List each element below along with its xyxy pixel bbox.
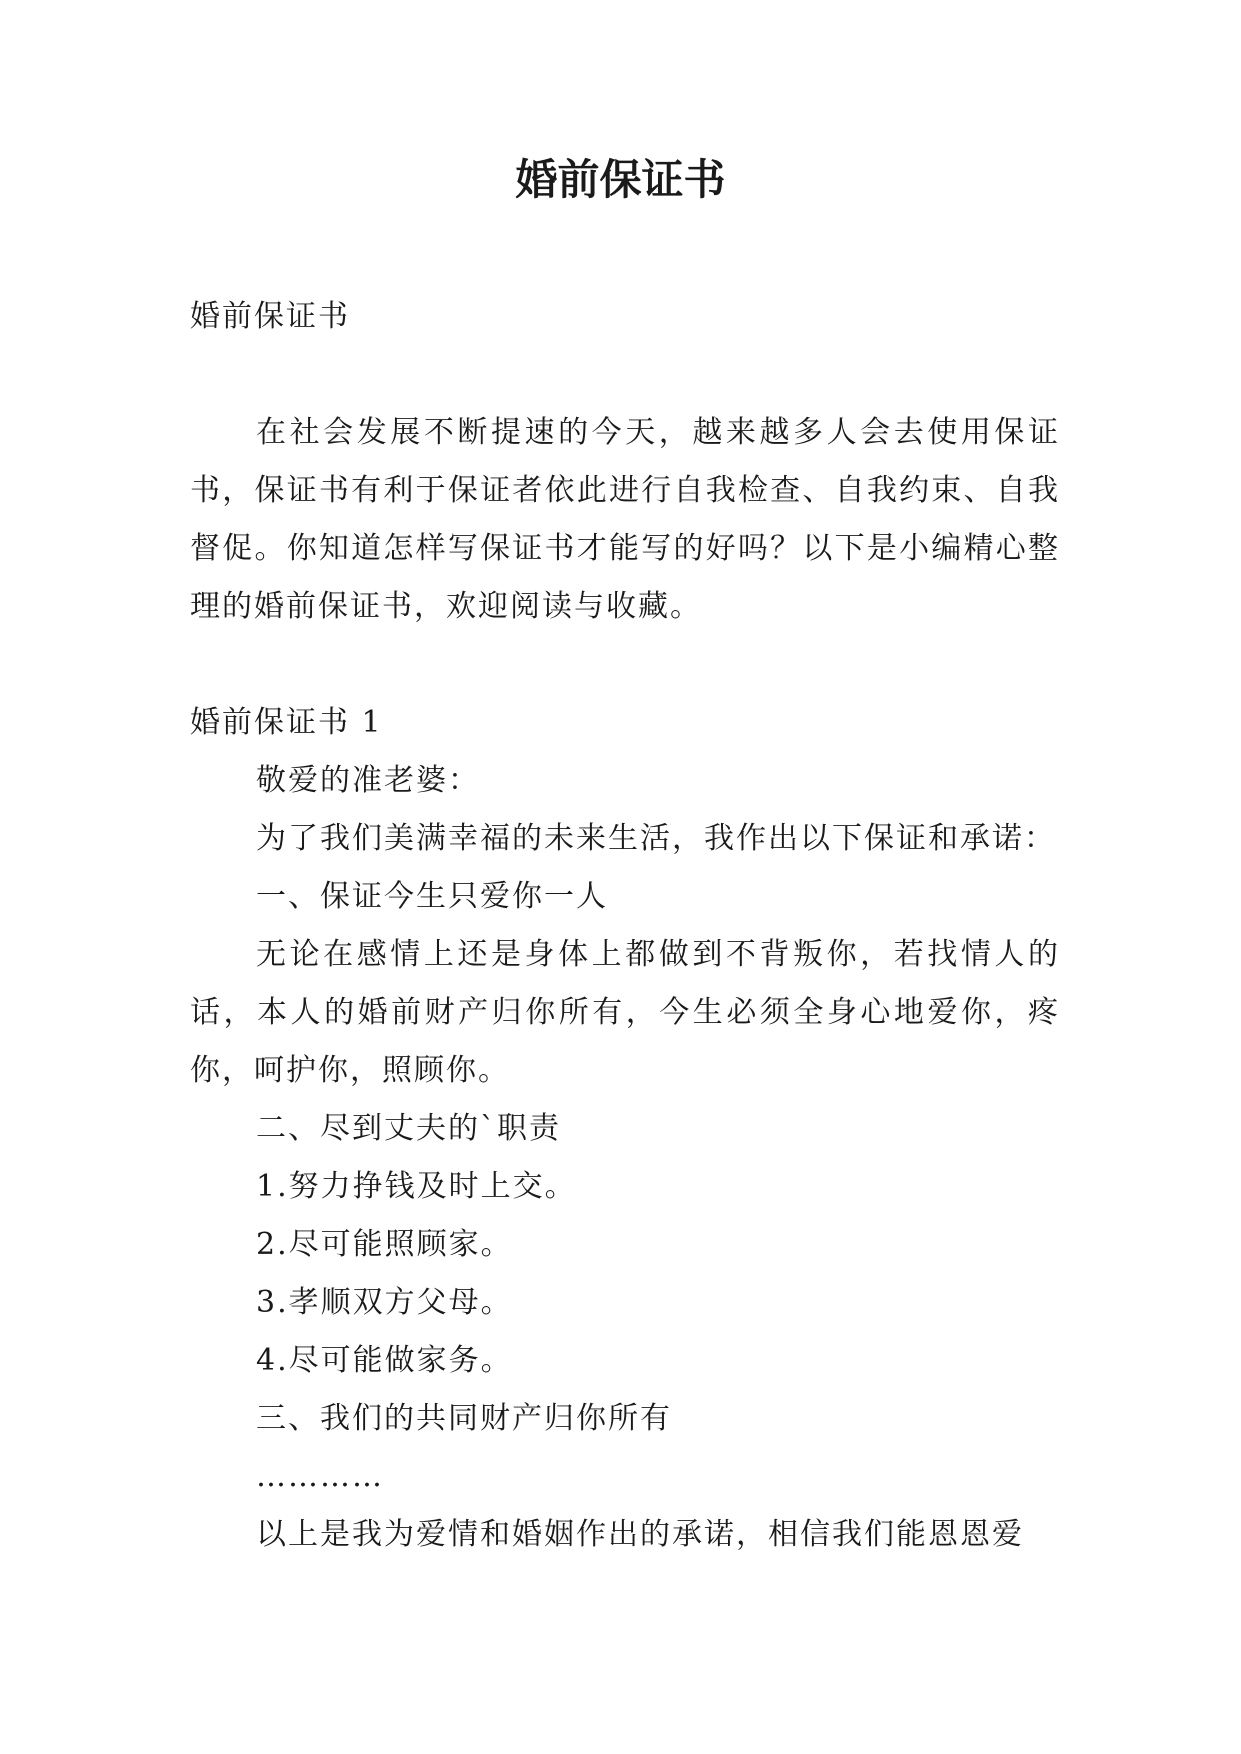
document-title: 婚前保证书 [515, 155, 726, 204]
closing-paragraph: 以上是我为爱情和婚姻作出的承诺，相信我们能恩恩爱 [256, 1517, 1024, 1552]
section-heading: 婚前保证书 1 [190, 705, 383, 740]
ellipsis: ………… [256, 1459, 384, 1494]
point-1-heading: 一、保证今生只爱你一人 [256, 879, 608, 914]
intro-paragraph: 在社会发展不断提速的今天，越来越多人会去使用保证书，保证书有利于保证者依此进行自我检查、自我约束、自我督促。你知道怎样写保证书才能写的好吗？以下是小编精心整理的婚前保证书，欢迎阅读与收藏。 [190, 415, 1060, 624]
lead-sentence: 为了我们美满幸福的未来生活，我作出以下保证和承诺： [256, 821, 1056, 856]
list-item: 1.努力挣钱及时上交。 [256, 1169, 577, 1204]
point-1-body: 无论在感情上还是身体上都做到不背叛你，若找情人的话，本人的婚前财产归你所有，今生必须全身心地爱你，疼你，呵护你，照顾你。 [190, 937, 1060, 1088]
spacer [190, 346, 1060, 404]
list-item: 3.孝顺双方父母。 [256, 1285, 513, 1320]
salutation: 敬爱的准老婆： [256, 763, 480, 798]
spacer [190, 636, 1060, 694]
point-2-heading: 二、尽到丈夫的`职责 [256, 1111, 561, 1146]
list-item: 4.尽可能做家务。 [256, 1343, 513, 1378]
document-subtitle: 婚前保证书 [190, 299, 350, 334]
list-item: 2.尽可能照顾家。 [256, 1227, 513, 1262]
point-3-heading: 三、我们的共同财产归你所有 [256, 1401, 672, 1436]
document-body [190, 288, 1060, 1564]
